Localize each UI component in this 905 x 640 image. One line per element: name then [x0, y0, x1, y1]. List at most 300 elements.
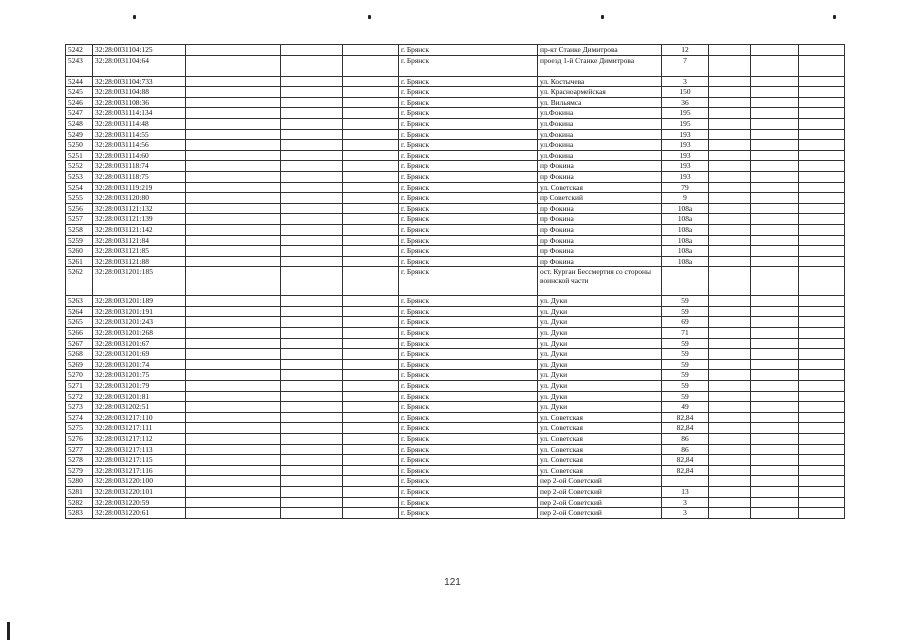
- table-row: [66, 214, 845, 225]
- empty-cell: [281, 87, 343, 98]
- empty-cell: [751, 76, 799, 87]
- empty-cell: [751, 118, 799, 129]
- empty-cell: [709, 203, 751, 214]
- row-number-cell: 5249: [66, 129, 93, 140]
- table-row: [66, 381, 845, 392]
- empty-cell: [281, 476, 343, 487]
- empty-cell: [186, 87, 281, 98]
- empty-cell: [709, 434, 751, 445]
- row-number-cell: 5268: [66, 349, 93, 360]
- empty-cell: [281, 214, 343, 225]
- punch-mark: [833, 15, 836, 19]
- empty-cell: [281, 182, 343, 193]
- street-cell: пр Фокина: [538, 224, 662, 235]
- empty-cell: [709, 118, 751, 129]
- cadastral-number-cell: 32:28:0031121:142: [93, 224, 186, 235]
- empty-cell: [281, 434, 343, 445]
- empty-cell: [343, 508, 399, 519]
- table-row: [66, 402, 845, 413]
- street-cell: ул. Дуки: [538, 328, 662, 339]
- empty-cell: [281, 224, 343, 235]
- empty-cell: [709, 486, 751, 497]
- table-row: [66, 246, 845, 257]
- empty-cell: [709, 108, 751, 119]
- house-number-cell: 195: [662, 108, 709, 119]
- city-cell: г. Брянск: [399, 140, 538, 151]
- empty-cell: [343, 118, 399, 129]
- empty-cell: [751, 306, 799, 317]
- cadastral-number-cell: 32:28:0031121:85: [93, 246, 186, 257]
- empty-cell: [343, 328, 399, 339]
- street-cell: ул. Дуки: [538, 317, 662, 328]
- empty-cell: [186, 486, 281, 497]
- empty-cell: [343, 235, 399, 246]
- row-number-cell: 5262: [66, 267, 93, 296]
- house-number-cell: 193: [662, 150, 709, 161]
- empty-cell: [343, 140, 399, 151]
- empty-cell: [799, 497, 845, 508]
- city-cell: г. Брянск: [399, 45, 538, 56]
- empty-cell: [343, 246, 399, 257]
- city-cell: г. Брянск: [399, 508, 538, 519]
- empty-cell: [751, 214, 799, 225]
- row-number-cell: 5258: [66, 224, 93, 235]
- empty-cell: [343, 497, 399, 508]
- empty-cell: [281, 55, 343, 76]
- empty-cell: [281, 402, 343, 413]
- row-number-cell: 5269: [66, 359, 93, 370]
- row-number-cell: 5273: [66, 402, 93, 413]
- table-row: [66, 455, 845, 466]
- cadastral-number-cell: 32:28:0031201:268: [93, 328, 186, 339]
- cadastral-number-cell: 32:28:0031201:191: [93, 306, 186, 317]
- empty-cell: [709, 150, 751, 161]
- empty-cell: [186, 55, 281, 76]
- city-cell: г. Брянск: [399, 55, 538, 76]
- house-number-cell: 3: [662, 508, 709, 519]
- house-number-cell: 59: [662, 391, 709, 402]
- street-cell: ул. Советская: [538, 412, 662, 423]
- table-row: [66, 224, 845, 235]
- empty-cell: [343, 444, 399, 455]
- cadastral-number-cell: 32:28:0031220:100: [93, 476, 186, 487]
- empty-cell: [343, 349, 399, 360]
- house-number-cell: [662, 476, 709, 487]
- table-row: [66, 476, 845, 487]
- cadastral-number-cell: 32:28:0031201:75: [93, 370, 186, 381]
- empty-cell: [799, 412, 845, 423]
- empty-cell: [343, 150, 399, 161]
- empty-cell: [343, 306, 399, 317]
- empty-cell: [186, 97, 281, 108]
- empty-cell: [751, 317, 799, 328]
- empty-cell: [709, 97, 751, 108]
- house-number-cell: 7: [662, 55, 709, 76]
- cadastral-number-cell: 32:28:0031104:733: [93, 76, 186, 87]
- empty-cell: [281, 497, 343, 508]
- table-row: [66, 508, 845, 519]
- row-number-cell: 5265: [66, 317, 93, 328]
- empty-cell: [281, 423, 343, 434]
- empty-cell: [186, 359, 281, 370]
- empty-cell: [343, 296, 399, 307]
- empty-cell: [186, 455, 281, 466]
- empty-cell: [751, 455, 799, 466]
- empty-cell: [799, 370, 845, 381]
- city-cell: г. Брянск: [399, 214, 538, 225]
- cadastral-number-cell: 32:28:0031119:219: [93, 182, 186, 193]
- register-table: [65, 44, 845, 519]
- house-number-cell: 82,84: [662, 412, 709, 423]
- empty-cell: [751, 193, 799, 204]
- empty-cell: [751, 140, 799, 151]
- street-cell: ул. Красноармейская: [538, 87, 662, 98]
- street-cell: ул. Советская: [538, 465, 662, 476]
- house-number-cell: 108а: [662, 256, 709, 267]
- empty-cell: [343, 129, 399, 140]
- empty-cell: [751, 423, 799, 434]
- empty-cell: [186, 412, 281, 423]
- cadastral-number-cell: 32:28:0031118:75: [93, 171, 186, 182]
- register-table-body: [66, 45, 845, 519]
- row-number-cell: 5272: [66, 391, 93, 402]
- house-number-cell: 59: [662, 349, 709, 360]
- empty-cell: [709, 182, 751, 193]
- cadastral-number-cell: 32:28:0031220:61: [93, 508, 186, 519]
- row-number-cell: 5254: [66, 182, 93, 193]
- table-row: [66, 45, 845, 56]
- empty-cell: [281, 171, 343, 182]
- empty-cell: [799, 193, 845, 204]
- empty-cell: [709, 171, 751, 182]
- table-row: [66, 444, 845, 455]
- cadastral-number-cell: 32:28:0031114:56: [93, 140, 186, 151]
- empty-cell: [751, 161, 799, 172]
- empty-cell: [186, 296, 281, 307]
- city-cell: г. Брянск: [399, 317, 538, 328]
- empty-cell: [186, 76, 281, 87]
- cadastral-number-cell: 32:28:0031202:51: [93, 402, 186, 413]
- city-cell: г. Брянск: [399, 391, 538, 402]
- empty-cell: [343, 224, 399, 235]
- empty-cell: [799, 476, 845, 487]
- empty-cell: [799, 97, 845, 108]
- empty-cell: [186, 140, 281, 151]
- city-cell: г. Брянск: [399, 370, 538, 381]
- punch-mark: [368, 15, 371, 19]
- empty-cell: [751, 246, 799, 257]
- row-number-cell: 5244: [66, 76, 93, 87]
- empty-cell: [709, 306, 751, 317]
- street-cell: пр Советский: [538, 193, 662, 204]
- empty-cell: [709, 402, 751, 413]
- row-number-cell: 5256: [66, 203, 93, 214]
- row-number-cell: 5245: [66, 87, 93, 98]
- empty-cell: [343, 412, 399, 423]
- street-cell: ул. Советская: [538, 434, 662, 445]
- empty-cell: [799, 423, 845, 434]
- row-number-cell: 5271: [66, 381, 93, 392]
- table-row: [66, 182, 845, 193]
- empty-cell: [751, 508, 799, 519]
- street-cell: пр Фокина: [538, 235, 662, 246]
- house-number-cell: 69: [662, 317, 709, 328]
- empty-cell: [343, 161, 399, 172]
- street-cell: пер 2-ой Советский: [538, 476, 662, 487]
- table-row: [66, 423, 845, 434]
- table-row: [66, 328, 845, 339]
- empty-cell: [709, 296, 751, 307]
- row-number-cell: 5251: [66, 150, 93, 161]
- empty-cell: [709, 444, 751, 455]
- table-row: [66, 497, 845, 508]
- street-cell: ул.Фокина: [538, 150, 662, 161]
- cadastral-number-cell: 32:28:0031201:79: [93, 381, 186, 392]
- street-cell: ул. Дуки: [538, 306, 662, 317]
- empty-cell: [799, 391, 845, 402]
- city-cell: г. Брянск: [399, 434, 538, 445]
- house-number-cell: 108а: [662, 214, 709, 225]
- empty-cell: [281, 97, 343, 108]
- table-row: [66, 338, 845, 349]
- house-number-cell: 49: [662, 402, 709, 413]
- empty-cell: [343, 182, 399, 193]
- empty-cell: [281, 246, 343, 257]
- row-number-cell: 5247: [66, 108, 93, 119]
- city-cell: г. Брянск: [399, 224, 538, 235]
- city-cell: г. Брянск: [399, 235, 538, 246]
- empty-cell: [709, 55, 751, 76]
- empty-cell: [343, 45, 399, 56]
- house-number-cell: 193: [662, 140, 709, 151]
- empty-cell: [186, 182, 281, 193]
- empty-cell: [799, 182, 845, 193]
- row-number-cell: 5253: [66, 171, 93, 182]
- empty-cell: [709, 161, 751, 172]
- house-number-cell: 59: [662, 359, 709, 370]
- empty-cell: [751, 182, 799, 193]
- empty-cell: [751, 434, 799, 445]
- empty-cell: [186, 476, 281, 487]
- street-cell: пр Фокина: [538, 214, 662, 225]
- street-cell: ул. Советская: [538, 182, 662, 193]
- empty-cell: [343, 476, 399, 487]
- empty-cell: [343, 317, 399, 328]
- city-cell: г. Брянск: [399, 87, 538, 98]
- empty-cell: [799, 150, 845, 161]
- empty-cell: [281, 317, 343, 328]
- empty-cell: [799, 224, 845, 235]
- city-cell: г. Брянск: [399, 412, 538, 423]
- row-number-cell: 5250: [66, 140, 93, 151]
- row-number-cell: 5274: [66, 412, 93, 423]
- empty-cell: [799, 161, 845, 172]
- empty-cell: [343, 108, 399, 119]
- city-cell: г. Брянск: [399, 381, 538, 392]
- house-number-cell: 12: [662, 45, 709, 56]
- empty-cell: [709, 129, 751, 140]
- cadastral-number-cell: 32:28:0031108:36: [93, 97, 186, 108]
- empty-cell: [343, 359, 399, 370]
- house-number-cell: 193: [662, 171, 709, 182]
- empty-cell: [799, 235, 845, 246]
- empty-cell: [799, 306, 845, 317]
- cadastral-number-cell: 32:28:0031121:132: [93, 203, 186, 214]
- street-cell: ул. Дуки: [538, 296, 662, 307]
- empty-cell: [281, 455, 343, 466]
- table-row: [66, 465, 845, 476]
- house-number-cell: 59: [662, 338, 709, 349]
- empty-cell: [186, 423, 281, 434]
- empty-cell: [186, 328, 281, 339]
- table-row: [66, 267, 845, 296]
- table-row: [66, 349, 845, 360]
- empty-cell: [799, 246, 845, 257]
- street-cell: ул. Костычева: [538, 76, 662, 87]
- cadastral-number-cell: 32:28:0031120:80: [93, 193, 186, 204]
- empty-cell: [343, 338, 399, 349]
- cadastral-number-cell: 32:28:0031104:64: [93, 55, 186, 76]
- empty-cell: [751, 412, 799, 423]
- empty-cell: [343, 203, 399, 214]
- house-number-cell: 3: [662, 497, 709, 508]
- empty-cell: [709, 224, 751, 235]
- empty-cell: [281, 140, 343, 151]
- cadastral-number-cell: 32:28:0031220:101: [93, 486, 186, 497]
- empty-cell: [799, 203, 845, 214]
- street-cell: ул. Дуки: [538, 359, 662, 370]
- row-number-cell: 5243: [66, 55, 93, 76]
- empty-cell: [799, 349, 845, 360]
- empty-cell: [186, 150, 281, 161]
- empty-cell: [281, 338, 343, 349]
- empty-cell: [186, 391, 281, 402]
- empty-cell: [799, 486, 845, 497]
- empty-cell: [751, 55, 799, 76]
- row-number-cell: 5248: [66, 118, 93, 129]
- house-number-cell: [662, 267, 709, 296]
- city-cell: г. Брянск: [399, 203, 538, 214]
- row-number-cell: 5278: [66, 455, 93, 466]
- empty-cell: [709, 455, 751, 466]
- street-cell: проезд 1-й Станке Димитрова: [538, 55, 662, 76]
- empty-cell: [186, 444, 281, 455]
- cadastral-number-cell: 32:28:0031114:60: [93, 150, 186, 161]
- city-cell: г. Брянск: [399, 402, 538, 413]
- street-cell: пр Фокина: [538, 161, 662, 172]
- empty-cell: [751, 402, 799, 413]
- empty-cell: [709, 235, 751, 246]
- empty-cell: [709, 476, 751, 487]
- house-number-cell: 86: [662, 444, 709, 455]
- house-number-cell: 9: [662, 193, 709, 204]
- empty-cell: [186, 193, 281, 204]
- empty-cell: [186, 434, 281, 445]
- cadastral-number-cell: 32:28:0031201:74: [93, 359, 186, 370]
- empty-cell: [751, 465, 799, 476]
- table-row: [66, 486, 845, 497]
- empty-cell: [709, 338, 751, 349]
- table-row: [66, 97, 845, 108]
- table-row: [66, 317, 845, 328]
- city-cell: г. Брянск: [399, 444, 538, 455]
- cadastral-number-cell: 32:28:0031121:139: [93, 214, 186, 225]
- row-number-cell: 5252: [66, 161, 93, 172]
- punch-mark: [133, 15, 136, 19]
- table-row: [66, 55, 845, 76]
- street-cell: пер 2-ой Советский: [538, 508, 662, 519]
- city-cell: г. Брянск: [399, 97, 538, 108]
- empty-cell: [281, 118, 343, 129]
- empty-cell: [799, 129, 845, 140]
- empty-cell: [709, 381, 751, 392]
- empty-cell: [799, 76, 845, 87]
- empty-cell: [799, 317, 845, 328]
- street-cell: пр Фокина: [538, 203, 662, 214]
- empty-cell: [186, 306, 281, 317]
- city-cell: г. Брянск: [399, 76, 538, 87]
- house-number-cell: 108а: [662, 235, 709, 246]
- empty-cell: [799, 338, 845, 349]
- house-number-cell: 59: [662, 370, 709, 381]
- city-cell: г. Брянск: [399, 118, 538, 129]
- house-number-cell: 36: [662, 97, 709, 108]
- city-cell: г. Брянск: [399, 455, 538, 466]
- table-row: [66, 434, 845, 445]
- empty-cell: [751, 150, 799, 161]
- house-number-cell: 193: [662, 161, 709, 172]
- empty-cell: [751, 108, 799, 119]
- empty-cell: [709, 391, 751, 402]
- city-cell: г. Брянск: [399, 150, 538, 161]
- empty-cell: [709, 359, 751, 370]
- empty-cell: [281, 256, 343, 267]
- street-cell: пр Фокина: [538, 171, 662, 182]
- house-number-cell: 108а: [662, 246, 709, 257]
- city-cell: г. Брянск: [399, 246, 538, 257]
- table-row: [66, 296, 845, 307]
- street-cell: ост. Курган Бессмертия со стороны воинской части: [538, 267, 662, 296]
- empty-cell: [186, 497, 281, 508]
- empty-cell: [186, 224, 281, 235]
- empty-cell: [799, 465, 845, 476]
- city-cell: г. Брянск: [399, 359, 538, 370]
- table-row: [66, 193, 845, 204]
- empty-cell: [281, 370, 343, 381]
- empty-cell: [799, 256, 845, 267]
- cadastral-number-cell: 32:28:0031201:185: [93, 267, 186, 296]
- street-cell: ул. Дуки: [538, 381, 662, 392]
- empty-cell: [281, 45, 343, 56]
- table-row: [66, 359, 845, 370]
- street-cell: пер 2-ой Советский: [538, 497, 662, 508]
- empty-cell: [799, 45, 845, 56]
- empty-cell: [343, 391, 399, 402]
- house-number-cell: 108а: [662, 224, 709, 235]
- empty-cell: [751, 486, 799, 497]
- house-number-cell: 108а: [662, 203, 709, 214]
- empty-cell: [343, 465, 399, 476]
- empty-cell: [186, 349, 281, 360]
- empty-cell: [186, 235, 281, 246]
- empty-cell: [186, 246, 281, 257]
- empty-cell: [281, 306, 343, 317]
- empty-cell: [751, 45, 799, 56]
- empty-cell: [709, 76, 751, 87]
- house-number-cell: 59: [662, 381, 709, 392]
- street-cell: ул. Вильямса: [538, 97, 662, 108]
- empty-cell: [281, 465, 343, 476]
